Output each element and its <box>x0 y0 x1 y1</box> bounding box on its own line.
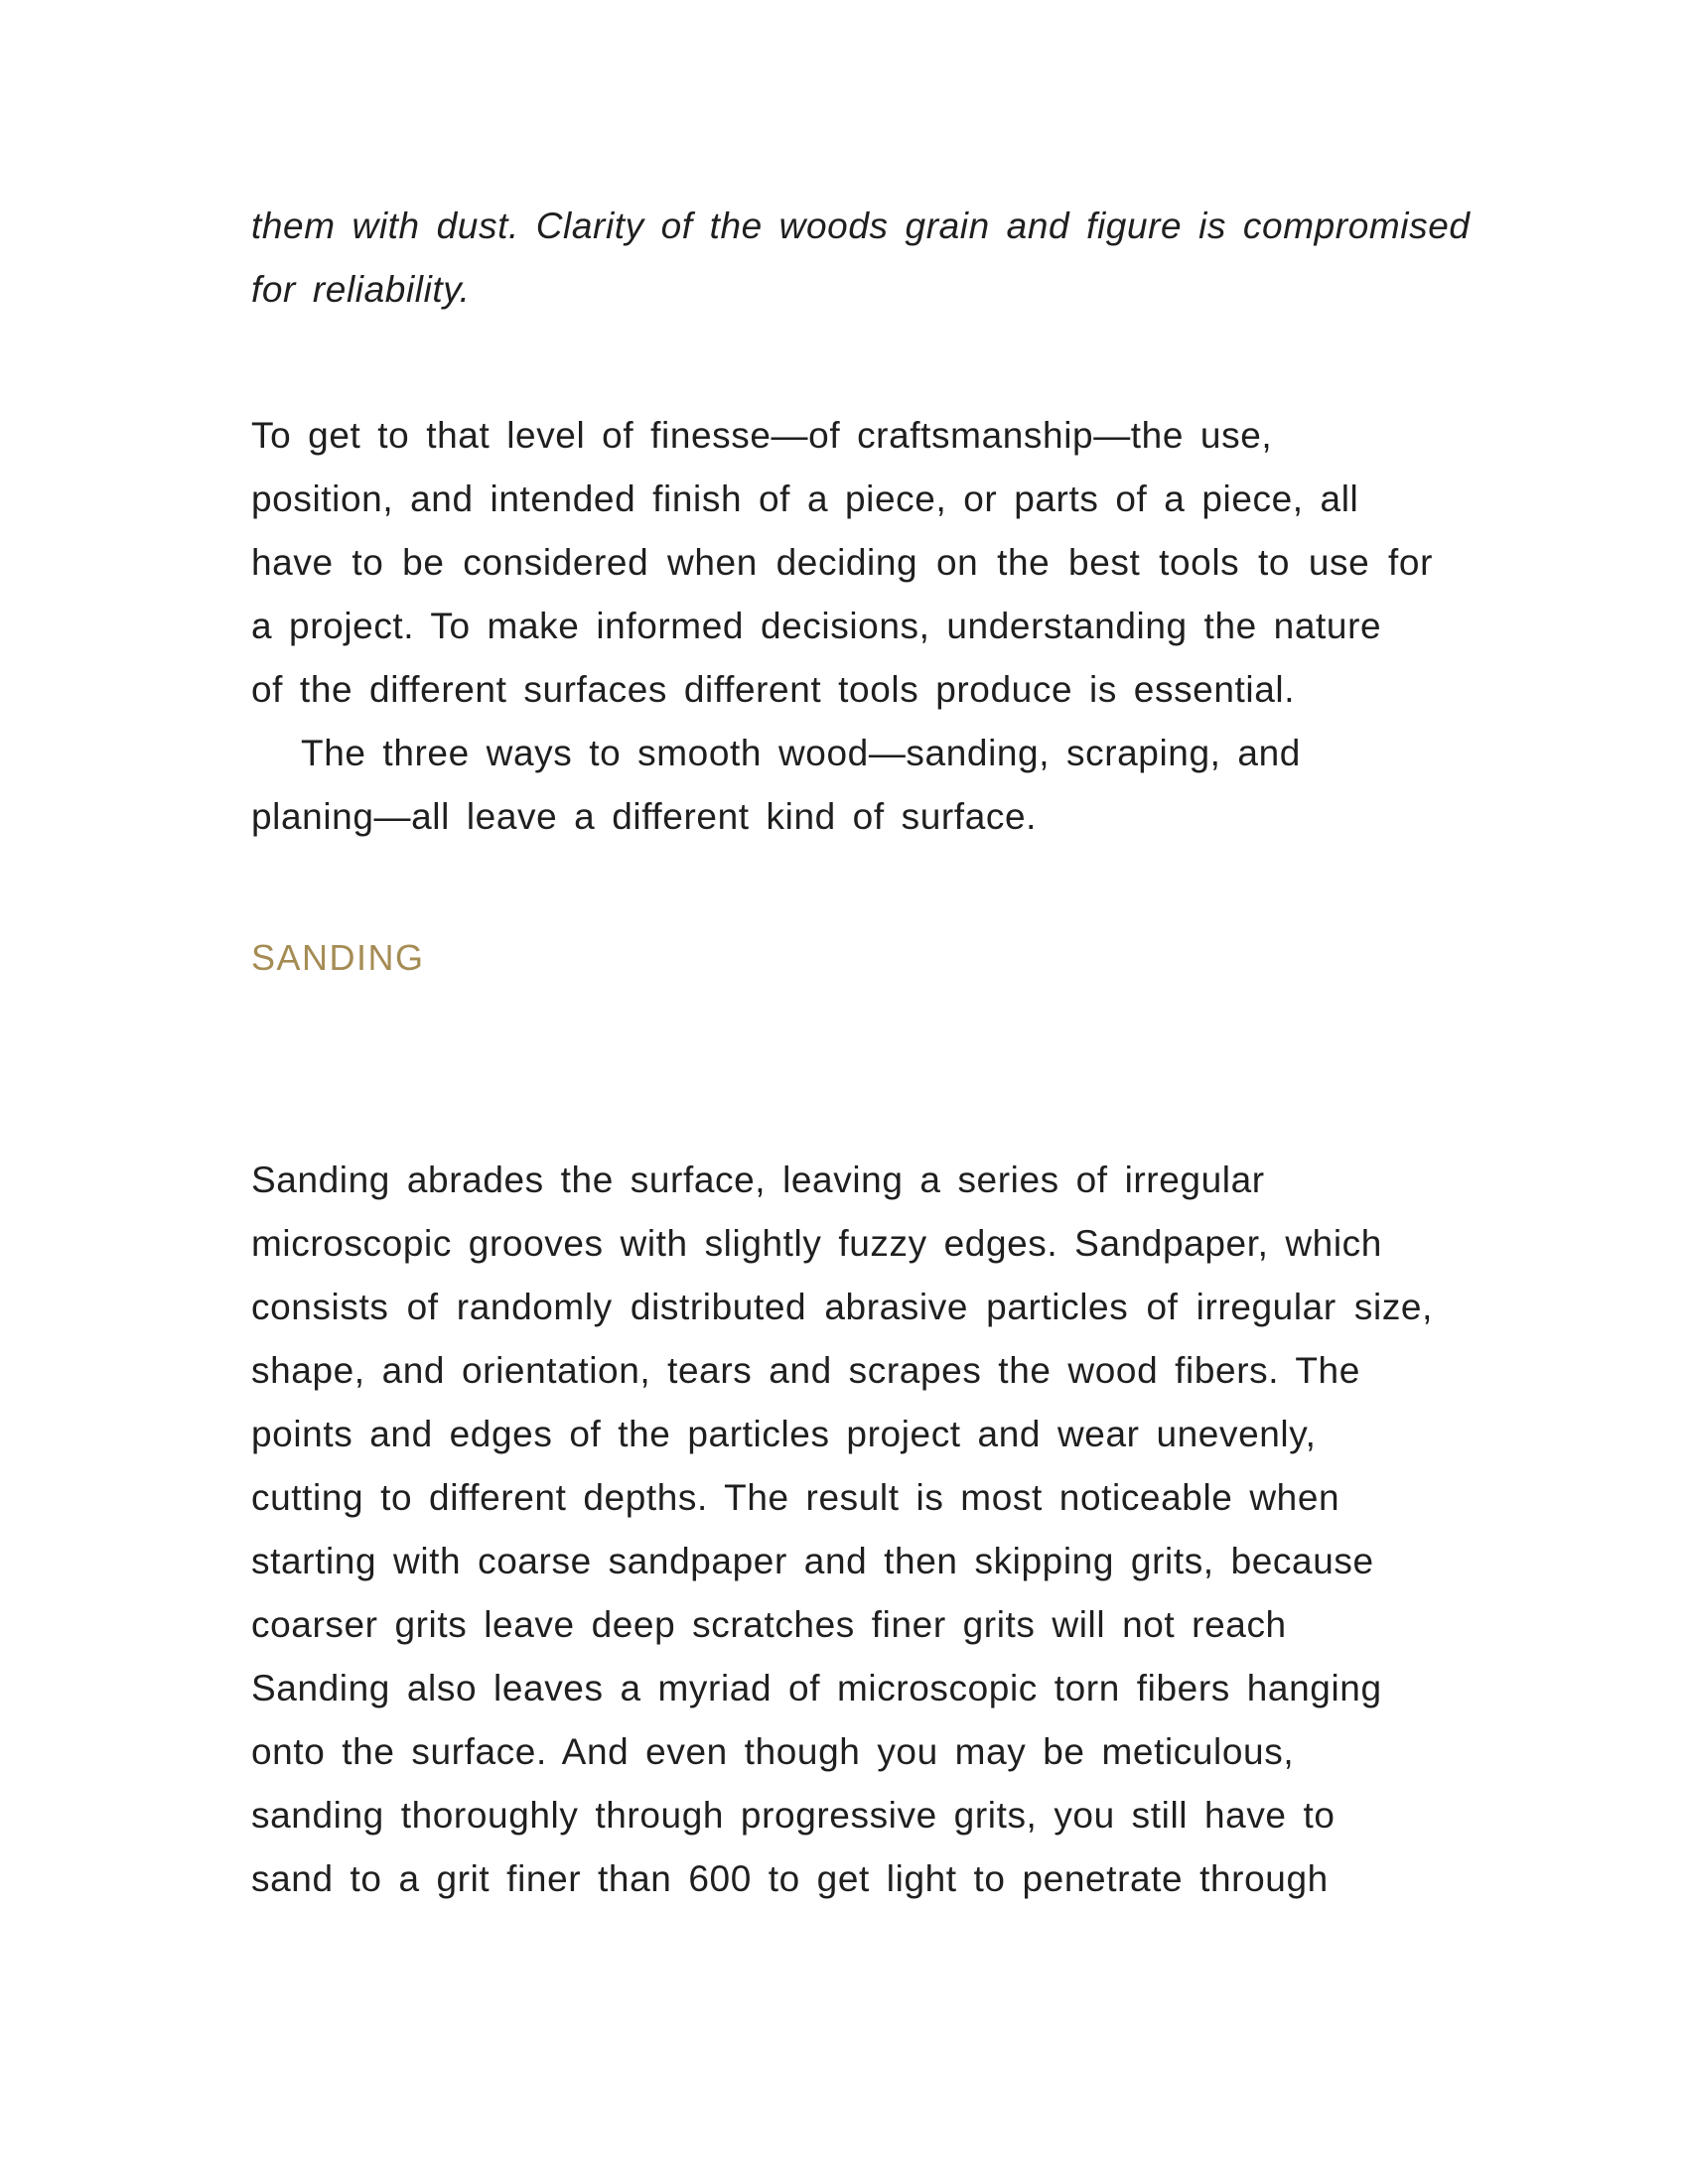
text-line: onto the surface. And even though you may be meticulous, <box>251 1731 1295 1772</box>
text-line: them with dust. Clarity of the woods grain and figure is compromised <box>251 205 1471 246</box>
text-line: have to be considered when deciding on the best tools to use for <box>251 542 1433 583</box>
text-line: The three ways to smooth wood—sanding, scraping, and <box>301 733 1301 773</box>
section-heading-text: SANDING <box>251 937 425 978</box>
text-line: a project. To make informed decisions, understanding the nature <box>251 606 1382 646</box>
text-line: cutting to different depths. The result is most noticeable when <box>251 1477 1340 1518</box>
text-line: shape, and orientation, tears and scrapes the wood fibers. The <box>251 1350 1360 1391</box>
text-line: planing—all leave a different kind of surface. <box>251 796 1038 837</box>
paragraph-sanding <box>251 1149 1433 1911</box>
text-line: consists of randomly distributed abrasive particles of irregular size, <box>251 1287 1433 1327</box>
text-line: To get to that level of finesse—of craftsmanship—the use, <box>251 415 1273 456</box>
text-line: of the different surfaces different tools produce is essential. <box>251 669 1296 710</box>
text-line: Sanding abrades the surface, leaving a series of irregular <box>251 1160 1265 1200</box>
text-line: sand to a grit finer than 600 to get light to penetrate through <box>251 1858 1329 1899</box>
text-line: sanding thoroughly through progressive grits, you still have to <box>251 1795 1336 1836</box>
paragraph-finesse <box>251 404 1433 849</box>
text-line: Sanding also leaves a myriad of microscopic torn fibers hanging <box>251 1668 1382 1708</box>
intro-text <box>251 195 1471 322</box>
section-heading <box>251 928 1433 988</box>
text-line: position, and intended finish of a piece, or parts of a piece, all <box>251 478 1359 519</box>
text-line: microscopic grooves with slightly fuzzy edges. Sandpaper, which <box>251 1223 1382 1264</box>
text-line: starting with coarse sandpaper and then skipping grits, because <box>251 1541 1374 1581</box>
text-line: coarser grits leave deep scratches finer grits will not reach <box>251 1604 1287 1645</box>
text-line: points and edges of the particles project and wear unevenly, <box>251 1414 1317 1454</box>
text-line: for reliability. <box>251 269 471 310</box>
